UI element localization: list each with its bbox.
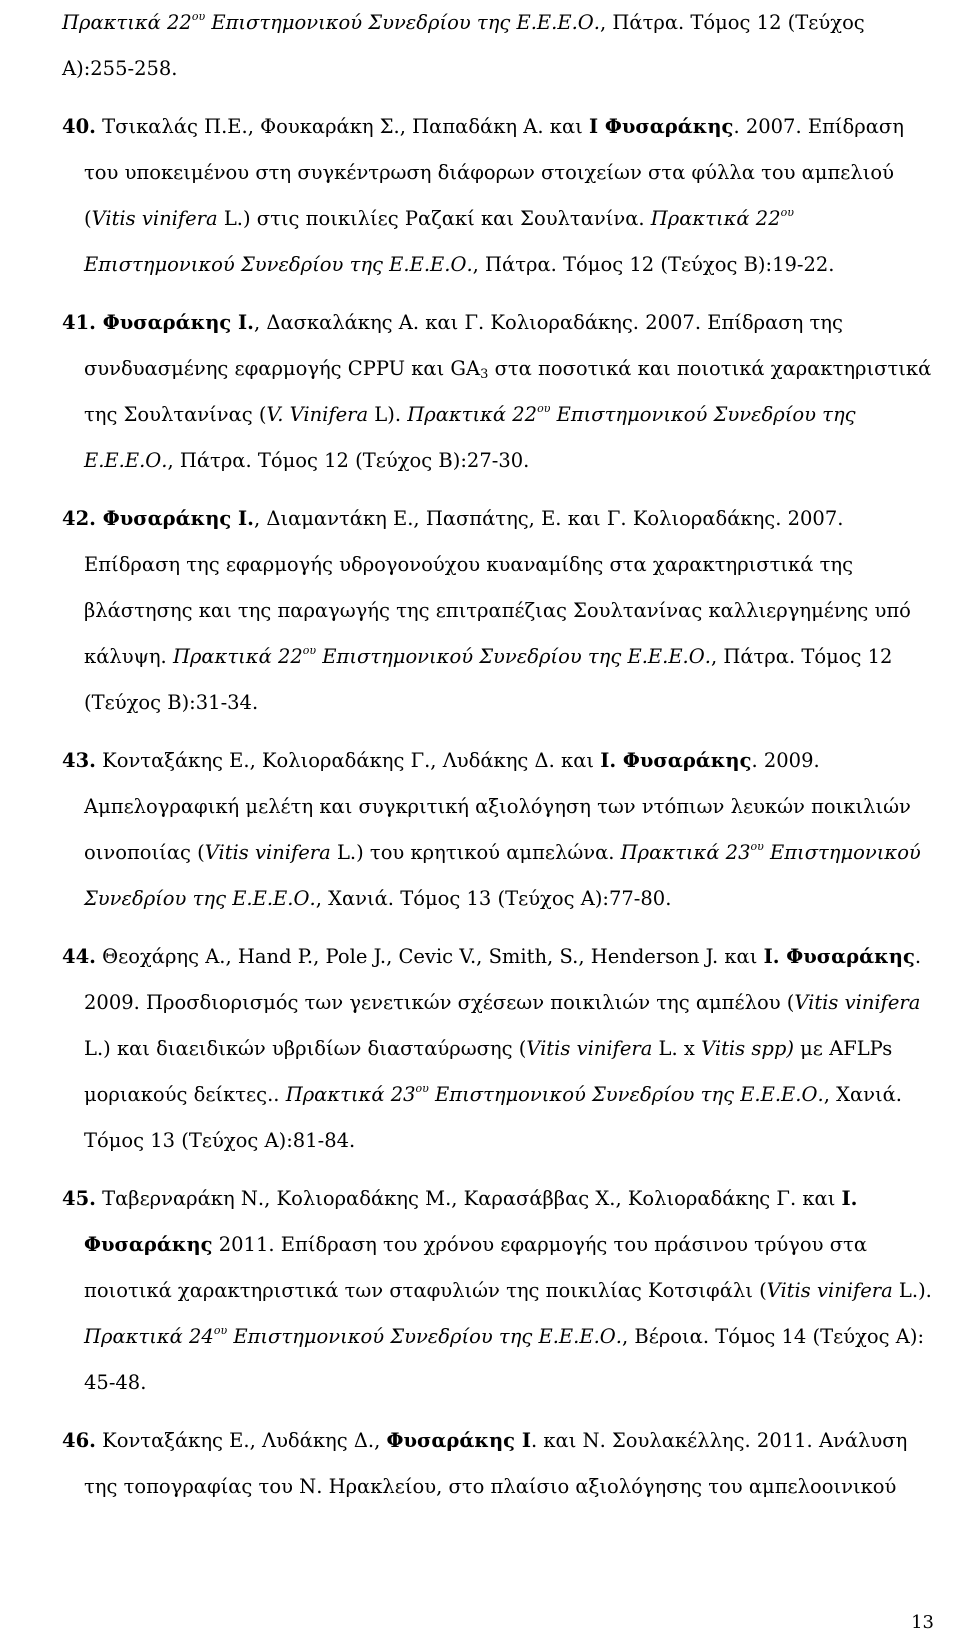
reference-number: 46. <box>62 1429 96 1452</box>
species-name: Vitis vinifera <box>766 1279 893 1302</box>
reference-title: στα ποσοτικά και ποιοτικά χαρακτηριστικά της Σουλτανίνας ( <box>84 357 932 426</box>
reference-item <box>62 300 934 484</box>
reference-title: L. x <box>652 1037 702 1060</box>
ordinal-superscript: ου <box>415 1082 429 1095</box>
highlighted-author: Φυσαράκης Ι. <box>95 507 254 530</box>
highlighted-author: Φυσαράκης Ι. <box>95 311 254 334</box>
reference-fragment <box>62 0 934 92</box>
ordinal-superscript: ου <box>213 1324 228 1337</box>
reference-item <box>62 1418 934 1510</box>
highlighted-author: Ι. Φυσαράκης <box>600 749 752 772</box>
reference-number: 43. <box>62 749 96 772</box>
proceedings-details: , Πάτρα. Τόμος 12 (Τεύχος Β):31-34. <box>84 645 893 714</box>
proceedings-title: Πρακτικά 22 <box>62 11 192 34</box>
reference-authors: Κονταξάκης Ε., Λυδάκης Δ., <box>95 1429 387 1452</box>
proceedings-title: Πρακτικά 22 <box>407 403 538 426</box>
reference-item <box>62 104 934 288</box>
ordinal-superscript: ου <box>191 10 206 23</box>
highlighted-author: Φυσαράκης Ι <box>386 1429 531 1452</box>
reference-title: . και Ν. Σουλακέλλης. 2011. Ανάλυση της τοπογραφίας του Ν. Ηρακλείου, στο πλαίσιο αξιολόγησης του αμπελοοινικού <box>84 1429 908 1498</box>
reference-title: L.). <box>892 1279 932 1302</box>
proceedings-title: Πρακτικά 22 <box>650 207 781 230</box>
reference-title: Επίδραση της εφαρμογής υδρογονούχου κυαναμίδης στα χαρακτηριστικά της βλάστησης και της παραγωγής της επιτραπέζιας Σουλτανίνας καλλιεργημένης υπό κάλυψη. <box>84 553 911 668</box>
reference-number: 45. <box>62 1187 96 1210</box>
reference-number: 42. <box>62 507 96 530</box>
references-page <box>62 0 934 1510</box>
reference-number: 41. <box>62 311 96 334</box>
species-name: Vitis vinifera <box>204 841 331 864</box>
proceedings-title: Πρακτικά 23 <box>285 1083 416 1106</box>
species-name: V. Vinifera <box>266 403 369 426</box>
page-number: 13 <box>911 1612 934 1633</box>
reference-item <box>62 738 934 922</box>
proceedings-details: , Χανιά. Τόμος 13 (Τεύχος Α):81-84. <box>84 1083 903 1152</box>
highlighted-author: Ι Φυσαράκης <box>588 115 734 138</box>
reference-number: 40. <box>62 115 96 138</box>
reference-authors: Ταβερναράκη Ν., Κολιοραδάκης Μ., Καρασάββας Χ., Κολιοραδάκης Γ. και <box>95 1187 842 1210</box>
proceedings-details: , Πάτρα. Τόμος 12 (Τεύχος Β):19-22. <box>472 253 835 276</box>
proceedings-title: Πρακτικά 22 <box>172 645 303 668</box>
ordinal-superscript: ου <box>780 206 794 219</box>
reference-title: 2011. Επίδραση του χρόνου εφαρμογής του πράσινου τρύγου στα ποιοτικά χαρακτηριστικά των σταφυλιών της ποικιλίας Κοτσιφάλι ( <box>84 1233 867 1302</box>
proceedings-title: Επιστημονικού Συνεδρίου της Ε.Ε.Ε.Ο. <box>227 1325 622 1348</box>
subscript: 3 <box>480 367 489 382</box>
proceedings-title: Πρακτικά 24 <box>84 1325 214 1348</box>
highlighted-author: Ι. Φυσαράκης <box>84 1187 858 1256</box>
proceedings-title: Επιστημονικού Συνεδρίου της Ε.Ε.Ε.Ο. <box>205 11 600 34</box>
reference-item <box>62 1176 934 1406</box>
proceedings-title: Επιστημονικού Συνεδρίου της Ε.Ε.Ε.Ο. <box>84 253 473 276</box>
reference-authors: Τσικαλάς Π.Ε., Φουκαράκη Σ., Παπαδάκη Α. και <box>95 115 589 138</box>
proceedings-details: , Χανιά. Τόμος 13 (Τεύχος Α):77-80. <box>315 887 672 910</box>
reference-item <box>62 496 934 726</box>
ordinal-superscript: ου <box>537 402 551 415</box>
reference-authors: , Διαμαντάκη Ε., Πασπάτης, Ε. και Γ. Κολιοραδάκης. 2007. <box>253 507 844 530</box>
proceedings-title: Επιστημονικού Συνεδρίου της Ε.Ε.Ε.Ο. <box>428 1083 824 1106</box>
reference-title: L.) του κρητικού αμπελώνα. <box>330 841 621 864</box>
reference-title: . 2007. Επίδραση του υποκειμένου στη συγκέντρωση διάφορων στοιχείων στα φύλλα του αμπελιού ( <box>84 115 904 230</box>
reference-authors: Κονταξάκης Ε., Κολιοραδάκης Γ., Λυδάκης Δ. και <box>95 749 601 772</box>
proceedings-details: , Βέροια. Τόμος 14 (Τεύχος Α): 45-48. <box>84 1325 925 1394</box>
proceedings-pages: Α):255-258. <box>62 57 178 80</box>
species-name: Vitis vinifera <box>526 1037 653 1060</box>
ordinal-superscript: ου <box>750 840 764 853</box>
proceedings-title: Επιστημονικού Συνεδρίου της Ε.Ε.Ε.Ο. <box>316 645 711 668</box>
ordinal-superscript: ου <box>302 644 317 657</box>
proceedings-title: Πρακτικά 23 <box>620 841 751 864</box>
reference-item <box>62 934 934 1164</box>
reference-title: με AFLPs μοριακούς δείκτες.. <box>84 1037 893 1106</box>
reference-number: 44. <box>62 945 96 968</box>
reference-title: L.) και διαειδικών υβριδίων διασταύρωσης ( <box>84 1037 527 1060</box>
proceedings-details: , Πάτρα. Τόμος 12 (Τεύχος <box>600 11 865 34</box>
reference-title: . 2009. Προσδιορισμός των γενετικών σχέσεων ποικιλιών της αμπέλου ( <box>84 945 922 1014</box>
species-name: Vitis vinifera <box>794 991 921 1014</box>
species-name: Vitis spp) <box>701 1037 794 1060</box>
reference-title: . 2009. Αμπελογραφική μελέτη και συγκριτική αξιολόγηση των ντόπιων λευκών ποικιλιών οινοποιίας ( <box>84 749 911 864</box>
reference-authors: Θεοχάρης Α., Hand P., Pole J., Cevic V., Smith, S., Henderson J. και <box>95 945 764 968</box>
reference-title: L.) στις ποικιλίες Ραζακί και Σουλτανίνα. <box>217 207 651 230</box>
proceedings-details: , Πάτρα. Τόμος 12 (Τεύχος Β):27-30. <box>167 449 530 472</box>
highlighted-author: Ι. Φυσαράκης <box>763 945 915 968</box>
proceedings-title: Επιστημονικού Συνεδρίου της Ε.Ε.Ε.Ο. <box>84 841 921 910</box>
species-name: Vitis vinifera <box>91 207 218 230</box>
reference-title: L). <box>368 403 408 426</box>
reference-authors: , Δασκαλάκης Α. και Γ. Κολιοραδάκης. 2007. Επίδραση της συνδυασμένης εφαρμογής CPPU και GA <box>84 311 843 380</box>
proceedings-title: Επιστημονικού Συνεδρίου της Ε.Ε.Ε.Ο. <box>84 403 856 472</box>
